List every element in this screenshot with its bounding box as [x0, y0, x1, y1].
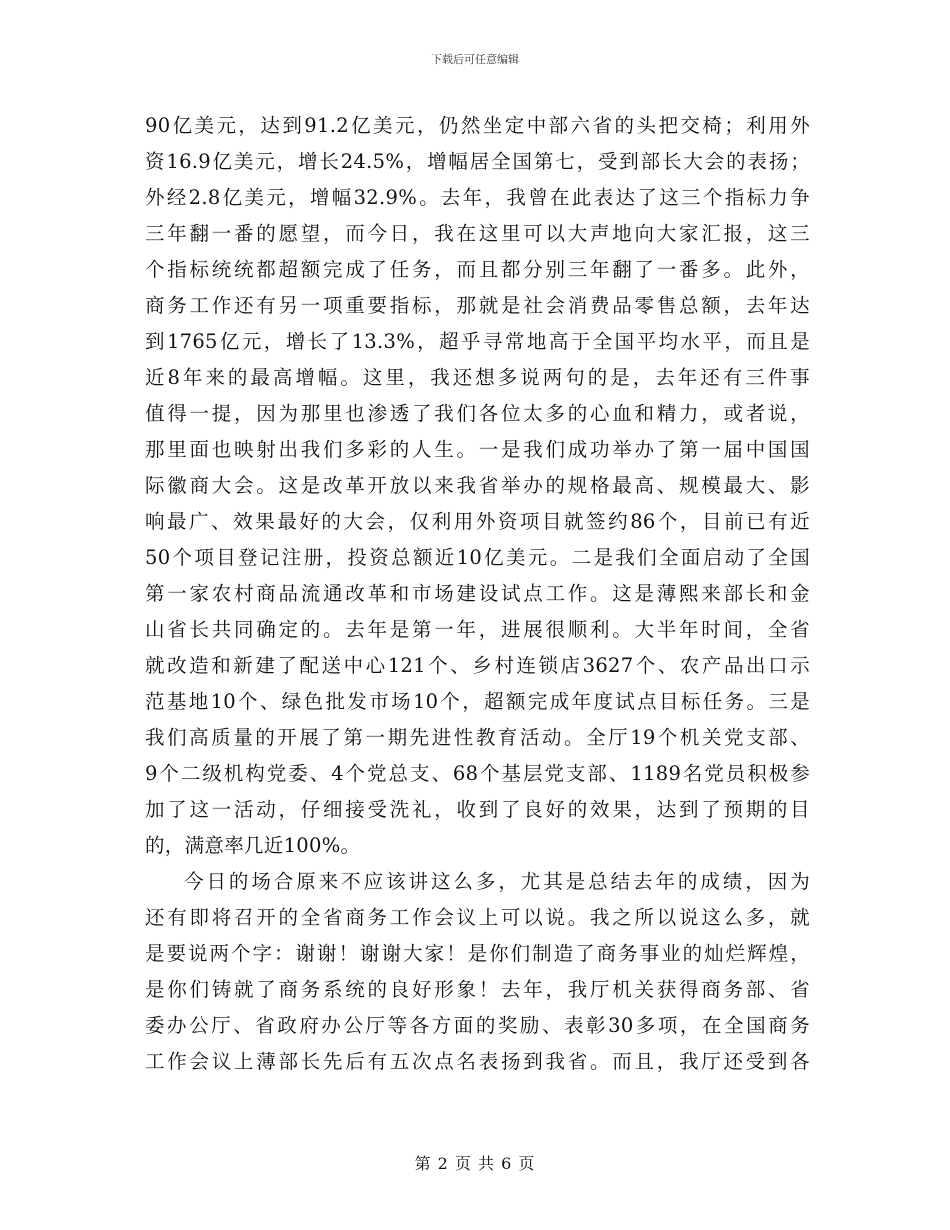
text-line: 的，满意率几近100%。	[145, 834, 361, 857]
text-line: 90亿美元，达到91.2亿美元，仍然坐定中部六省的头把交椅；利用外	[145, 114, 810, 137]
page-header-note: 下载后可任意编辑	[431, 53, 519, 66]
document-body	[145, 108, 810, 1080]
text-line: 是你们铸就了商务系统的良好形象！去年，我厅机关获得商务部、省	[145, 978, 810, 1001]
text-line: 9个二级机构党委、4个党总支、68个基层党支部、1189名党员积极参	[145, 762, 810, 785]
text-line: 就改造和新建了配送中心121个、乡村连锁店3627个、农产品出口示	[145, 654, 810, 677]
text-line: 外经2.8亿美元，增幅32.9%。去年，我曾在此表达了这三个指标力争	[145, 186, 810, 209]
text-line: 工作会议上薄部长先后有五次点名表扬到我省。而且，我厅还受到各	[145, 1050, 810, 1073]
text-line: 加了这一活动，仔细接受洗礼，收到了良好的效果，达到了预期的目	[145, 798, 810, 821]
paragraph-1	[145, 108, 810, 864]
text-line: 第一家农村商品流通改革和市场建设试点工作。这是薄熙来部长和金	[145, 582, 810, 605]
text-line: 资16.9亿美元，增长24.5%，增幅居全国第七，受到部长大会的表扬；	[145, 150, 810, 173]
text-line: 还有即将召开的全省商务工作会议上可以说。我之所以说这么多，就	[145, 906, 810, 929]
text-line: 近8年来的最高增幅。这里，我还想多说两句的是，去年还有三件事	[145, 366, 810, 389]
paragraph-2	[145, 864, 810, 1080]
text-line: 值得一提，因为那里也渗透了我们各位太多的心血和精力，或者说，	[145, 402, 810, 425]
text-line: 范基地10个、绿色批发市场10个，超额完成年度试点目标任务。三是	[145, 690, 810, 713]
text-line: 50个项目登记注册，投资总额近10亿美元。二是我们全面启动了全国	[145, 546, 810, 569]
text-line: 个指标统统都超额完成了任务，而且都分别三年翻了一番多。此外，	[145, 258, 810, 281]
text-line: 三年翻一番的愿望，而今日，我在这里可以大声地向大家汇报，这三	[145, 222, 810, 245]
text-line: 到1765亿元，增长了13.3%，超乎寻常地高于全国平均水平，而且是	[145, 330, 810, 353]
text-line: 委办公厅、省政府办公厅等各方面的奖励、表彰30多项，在全国商务	[145, 1014, 810, 1037]
text-line: 际徽商大会。这是改革开放以来我省举办的规格最高、规模最大、影	[145, 474, 810, 497]
text-line: 是要说两个字：谢谢！谢谢大家！是你们制造了商务事业的灿烂辉煌，	[145, 942, 810, 965]
text-line: 我们高质量的开展了第一期先进性教育活动。全厅19个机关党支部、	[145, 726, 810, 749]
text-line: 今日的场合原来不应该讲这么多，尤其是总结去年的成绩，因为	[184, 870, 810, 893]
text-line: 那里面也映射出我们多彩的人生。一是我们成功举办了第一届中国国	[145, 438, 810, 461]
page-number-footer: 第 2 页 共 6 页	[414, 1154, 536, 1173]
text-line: 响最广、效果最好的大会，仅利用外资项目就签约86个，目前已有近	[145, 510, 810, 533]
text-line: 商务工作还有另一项重要指标，那就是社会消费品零售总额，去年达	[145, 294, 810, 317]
text-line: 山省长共同确定的。去年是第一年，进展很顺利。大半年时间，全省	[145, 618, 810, 641]
